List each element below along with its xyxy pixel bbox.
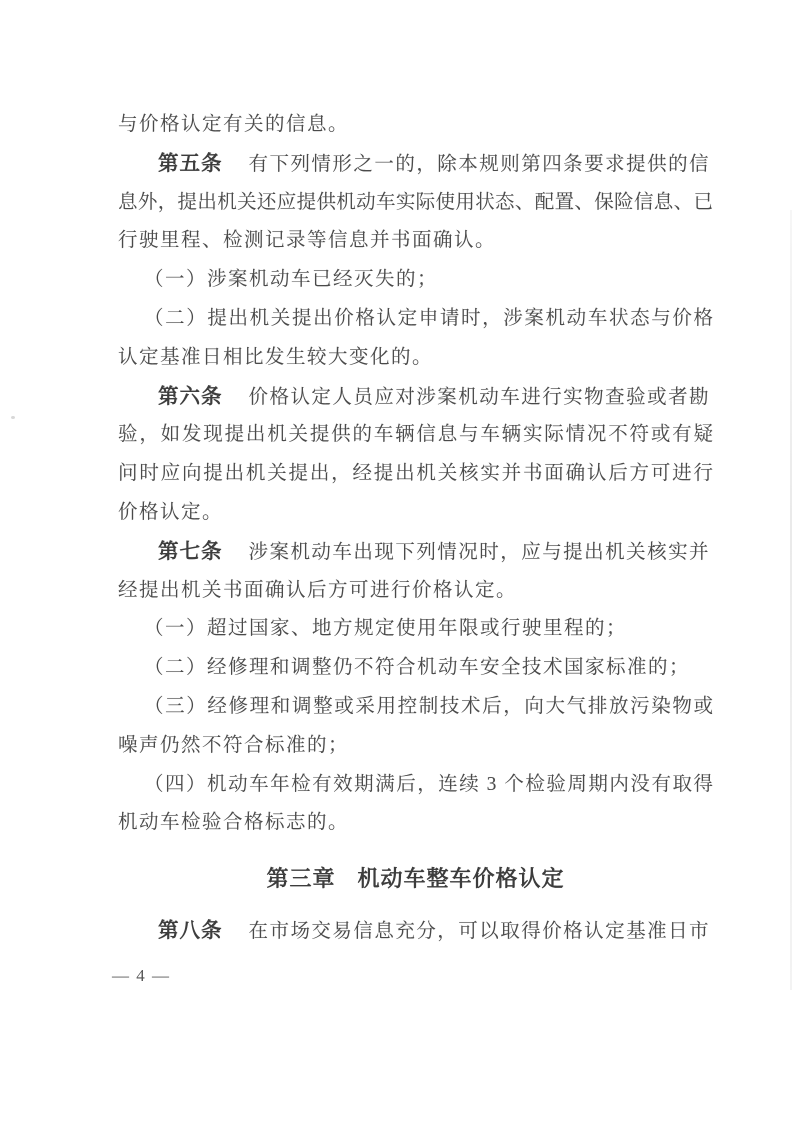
article-heading-line: 第七条 涉案机动车出现下列情况时，应与提出机关核实并 — [158, 539, 711, 563]
article-number: 第八条 — [158, 919, 223, 943]
chapter-title: 机动车整车价格认定 — [357, 866, 565, 892]
page-number: — 4 — — [112, 965, 171, 985]
text-line: 与价格认定有关的信息。 — [118, 114, 350, 135]
list-item-line: （一）超过国家、地方规定使用年限或行驶里程的； — [144, 618, 628, 640]
text-line: 机动车检验合格标志的。 — [118, 812, 350, 834]
text-line: 价格认定。 — [118, 501, 224, 523]
article-number: 第七条 — [158, 539, 223, 563]
list-item-line: （二）提出机关提出价格认定申请时，涉案机动车状态与价格 — [144, 307, 715, 329]
text-line: 噪声仍然不符合标准的； — [118, 734, 350, 756]
list-item-line: （二）经修理和调整仍不符合机动车安全技术国家标准的； — [144, 657, 691, 679]
chapter-number: 第三章 — [266, 866, 336, 892]
text-line: 问时应向提出机关提出，经提出机关核实并书面确认后方可进行 — [118, 463, 715, 485]
text-line: 息外，提出机关还应提供机动车实际使用状态、配置、保险信息、已 — [118, 191, 714, 213]
text-column — [112, 106, 715, 991]
text-line: 经提出机关书面确认后方可进行价格认定。 — [118, 579, 518, 601]
article-number: 第五条 — [158, 151, 223, 175]
article-heading-line: 第六条 价格认定人员应对涉案机动车进行实物查验或者勘 — [158, 384, 711, 408]
list-item-line: （四）机动车年检有效期满后，连续 3 个检验周期内没有取得 — [144, 773, 715, 795]
scan-edge-shadow — [790, 210, 792, 990]
list-item-line: （三）经修理和调整或采用控制技术后，向大气排放污染物或 — [144, 695, 715, 717]
text-line: 行驶里程、检测记录等信息并书面确认。 — [118, 230, 497, 252]
scan-speck-artifact — [11, 416, 15, 419]
list-item-line: （一）涉案机动车已经灭失的； — [144, 269, 439, 291]
article-number: 第六条 — [158, 384, 223, 408]
article-heading-line: 第五条 有下列情形之一的，除本规则第四条要求提供的信 — [158, 151, 711, 175]
text-line: 认定基准日相比发生较大变化的。 — [118, 346, 434, 368]
text-line: 验，如发现提出机关提供的车辆信息与车辆实际情况不符或有疑 — [118, 424, 715, 446]
chapter-heading — [118, 859, 713, 899]
article-heading-line: 第八条 在市场交易信息充分，可以取得价格认定基准日市 — [158, 919, 711, 943]
